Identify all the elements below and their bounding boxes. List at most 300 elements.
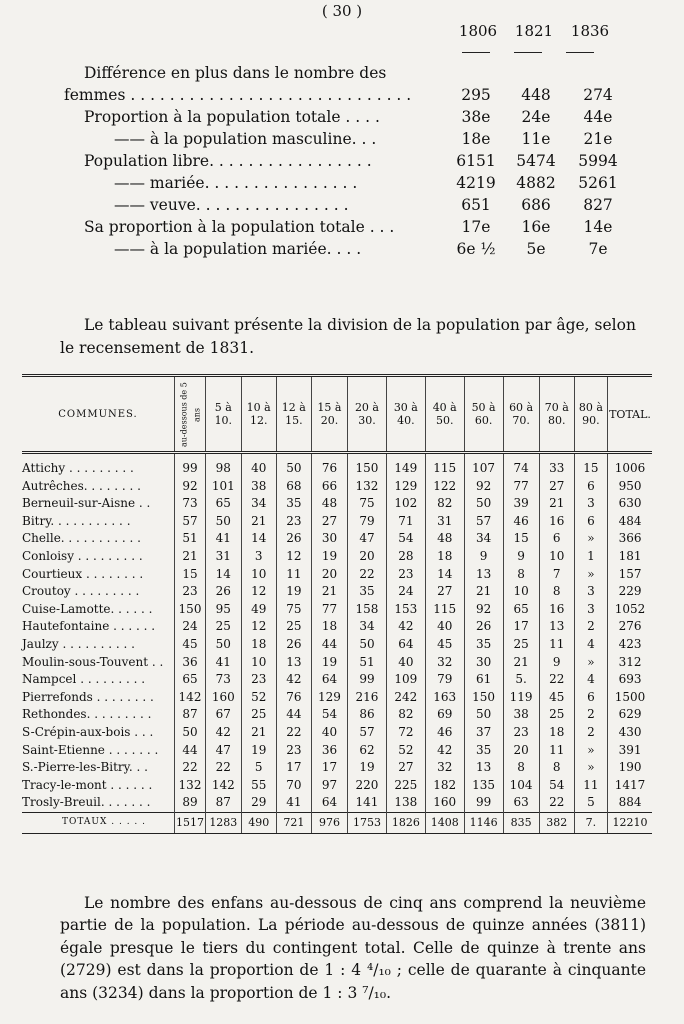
- stat-value: 651: [461, 196, 491, 214]
- table-cell: 17: [311, 759, 347, 777]
- table-cell: 23: [503, 724, 539, 742]
- stat-label: femmes . . . . . . . . . . . . . . . . . . . . . . . . . . . . .: [64, 86, 412, 104]
- population-by-age-table: [22, 374, 652, 834]
- total-cell: 1826: [386, 812, 425, 833]
- table-cell: 158: [348, 601, 387, 619]
- table-cell: 75: [348, 495, 387, 513]
- table-cell: 276: [608, 618, 652, 636]
- table-cell: 79: [348, 513, 387, 531]
- table-cell: 52: [241, 689, 276, 707]
- total-cell: 835: [503, 812, 539, 833]
- table-cell: 27: [311, 513, 347, 531]
- table-cell: 102: [386, 495, 425, 513]
- stat-row: [84, 218, 654, 240]
- commune-name: Jaulzy . . . . . . . . . .: [22, 636, 135, 651]
- table-cell: 18: [425, 548, 464, 566]
- table-cell: 54: [386, 530, 425, 548]
- commune-name: Autrêches. . . . . . . .: [22, 478, 141, 493]
- intro-paragraph: Le tableau suivant présente la division de la population par âge, selon le recensement de 1831.: [60, 315, 636, 357]
- stat-value: 38e: [461, 108, 491, 126]
- table-cell: 67: [206, 706, 242, 724]
- table-cell: 55: [241, 777, 276, 795]
- table-row: [22, 636, 652, 654]
- table-cell: 484: [608, 513, 652, 531]
- table-cell: 312: [608, 654, 652, 672]
- table-cell: 138: [386, 794, 425, 812]
- table-cell: 21: [241, 724, 276, 742]
- table-cell: 142: [206, 777, 242, 795]
- table-cell: 6: [574, 689, 607, 707]
- table-cell: 149: [386, 453, 425, 478]
- table-cell: 48: [311, 495, 347, 513]
- total-cell: 7.: [574, 812, 607, 833]
- stat-value: 18e: [461, 130, 491, 148]
- stat-value: 6151: [456, 152, 496, 170]
- table-cell: 22: [348, 566, 387, 584]
- stat-value: 21e: [583, 130, 613, 148]
- table-cell: 6: [574, 478, 607, 496]
- table-cell: 160: [206, 689, 242, 707]
- stat-value: 44e: [583, 108, 613, 126]
- table-cell: 16: [539, 513, 574, 531]
- table-cell: 101: [206, 478, 242, 496]
- table-cell: 25: [539, 706, 574, 724]
- table-row: [22, 530, 652, 548]
- table-cell: 21: [311, 583, 347, 601]
- commune-name: Conloisy . . . . . . . . .: [22, 548, 143, 563]
- table-cell: 19: [241, 742, 276, 760]
- stat-label: Différence en plus dans le nombre des: [84, 64, 387, 82]
- total-cell: 1283: [206, 812, 242, 833]
- commune-name: Hautefontaine . . . . . .: [22, 619, 156, 634]
- table-cell: 40: [425, 618, 464, 636]
- statistics-block: [64, 64, 654, 262]
- table-cell: 950: [608, 478, 652, 496]
- total-cell: 1753: [348, 812, 387, 833]
- stat-row: [84, 240, 654, 262]
- table-cell: 32: [425, 654, 464, 672]
- table-cell: 391: [608, 742, 652, 760]
- table-cell: »: [574, 654, 607, 672]
- table-cell: 47: [348, 530, 387, 548]
- column-header: 70 à 80.: [539, 376, 574, 453]
- table-cell: 36: [175, 654, 206, 672]
- table-cell: 73: [175, 495, 206, 513]
- table-row: [22, 777, 652, 795]
- stat-row: [84, 130, 654, 152]
- table-cell: 884: [608, 794, 652, 812]
- table-cell: 10: [241, 566, 276, 584]
- table-cell: 44: [311, 636, 347, 654]
- table-cell: 79: [425, 671, 464, 689]
- table-cell: 82: [386, 706, 425, 724]
- table-cell: 24: [175, 618, 206, 636]
- table-row: [22, 453, 652, 478]
- table-cell: 6: [539, 530, 574, 548]
- column-header: 60 à 70.: [503, 376, 539, 453]
- table-cell: 18: [241, 636, 276, 654]
- table-cell: 72: [386, 724, 425, 742]
- table-row: [22, 601, 652, 619]
- table-cell: 26: [206, 583, 242, 601]
- table-row: [22, 654, 652, 672]
- table-cell: 10: [539, 548, 574, 566]
- table-cell: 22: [539, 794, 574, 812]
- column-header: 30 à 40.: [386, 376, 425, 453]
- table-row: [22, 742, 652, 760]
- table-cell: 36: [311, 742, 347, 760]
- table-cell: 97: [311, 777, 347, 795]
- table-cell: 76: [276, 689, 311, 707]
- stat-value: 4219: [456, 174, 496, 192]
- table-cell: 12: [241, 618, 276, 636]
- table-cell: 2: [574, 618, 607, 636]
- table-cell: 98: [206, 453, 242, 478]
- table-cell: 65: [175, 671, 206, 689]
- table-cell: 5.: [503, 671, 539, 689]
- commune-name: Saint-Etienne . . . . . . .: [22, 742, 159, 757]
- table-cell: 31: [425, 513, 464, 531]
- table-cell: 50: [175, 724, 206, 742]
- table-cell: 29: [241, 794, 276, 812]
- column-header: 80 à 90.: [574, 376, 607, 453]
- table-cell: 51: [348, 654, 387, 672]
- table-cell: 12: [241, 583, 276, 601]
- table-cell: 26: [276, 530, 311, 548]
- table-cell: 11: [539, 636, 574, 654]
- table-cell: 16: [539, 601, 574, 619]
- table-cell: 64: [386, 636, 425, 654]
- table-cell: 430: [608, 724, 652, 742]
- stat-value: 827: [583, 196, 613, 214]
- table-cell: 64: [311, 794, 347, 812]
- table-cell: 45: [539, 689, 574, 707]
- stat-value: 5994: [578, 152, 618, 170]
- table-cell: 109: [386, 671, 425, 689]
- commune-name: S-Crépin-aux-bois . . .: [22, 724, 154, 739]
- table-cell: 1500: [608, 689, 652, 707]
- table-cell: 33: [539, 453, 574, 478]
- table-cell: 20: [348, 548, 387, 566]
- table-cell: 65: [206, 495, 242, 513]
- table-cell: 54: [311, 706, 347, 724]
- table-cell: 77: [503, 478, 539, 496]
- table-cell: 10: [241, 654, 276, 672]
- table-cell: 46: [503, 513, 539, 531]
- table-cell: 75: [276, 601, 311, 619]
- table-cell: 1052: [608, 601, 652, 619]
- table-row: [22, 689, 652, 707]
- table-cell: 50: [206, 513, 242, 531]
- stat-value: 5e: [526, 240, 546, 258]
- table-cell: 1006: [608, 453, 652, 478]
- table-cell: 70: [276, 777, 311, 795]
- table-cell: 21: [503, 654, 539, 672]
- table-cell: 35: [348, 583, 387, 601]
- total-cell: 1146: [464, 812, 503, 833]
- table-header-row: [22, 376, 652, 453]
- table-row: [22, 618, 652, 636]
- column-header: 40 à 50.: [425, 376, 464, 453]
- table-cell: 34: [348, 618, 387, 636]
- table-cell: 22: [539, 671, 574, 689]
- table-cell: 17: [276, 759, 311, 777]
- table-cell: 8: [539, 759, 574, 777]
- table-cell: 26: [276, 636, 311, 654]
- table-cell: 25: [276, 618, 311, 636]
- year-header: 1836: [570, 22, 610, 40]
- stat-value: 6e ½: [456, 240, 496, 258]
- table-cell: 119: [503, 689, 539, 707]
- column-header: au-dessous de 5 ans: [175, 376, 206, 453]
- table-cell: 132: [175, 777, 206, 795]
- table-cell: 99: [175, 453, 206, 478]
- table-cell: 47: [206, 742, 242, 760]
- table-cell: 160: [425, 794, 464, 812]
- table-cell: 15: [503, 530, 539, 548]
- table-cell: 13: [464, 759, 503, 777]
- commune-name: S.-Pierre-les-Bitry. . .: [22, 760, 148, 775]
- stat-value: 16e: [521, 218, 551, 236]
- column-header: 15 à 20.: [311, 376, 347, 453]
- commune-name: Rethondes. . . . . . . . .: [22, 707, 152, 722]
- total-cell: 721: [276, 812, 311, 833]
- table-cell: 50: [206, 636, 242, 654]
- table-cell: 50: [464, 495, 503, 513]
- table-cell: 87: [175, 706, 206, 724]
- table-cell: 41: [206, 530, 242, 548]
- table-cell: 693: [608, 671, 652, 689]
- table-cell: 24: [386, 583, 425, 601]
- stat-row: [84, 196, 654, 218]
- table-cell: 5: [241, 759, 276, 777]
- table-cell: 142: [175, 689, 206, 707]
- table-cell: 122: [425, 478, 464, 496]
- table-cell: 4: [574, 671, 607, 689]
- table-cell: 229: [608, 583, 652, 601]
- table-cell: 35: [464, 742, 503, 760]
- stat-row: [84, 108, 654, 130]
- table-cell: »: [574, 742, 607, 760]
- table-cell: 27: [539, 478, 574, 496]
- table-cell: 14: [206, 566, 242, 584]
- table-cell: 629: [608, 706, 652, 724]
- stat-label: Proportion à la population totale . . . .: [84, 108, 380, 126]
- table-cell: »: [574, 530, 607, 548]
- table-cell: 150: [348, 453, 387, 478]
- table-cell: 68: [276, 478, 311, 496]
- table-cell: 54: [539, 777, 574, 795]
- table-cell: 42: [206, 724, 242, 742]
- table-cell: 22: [206, 759, 242, 777]
- table-cell: 6: [574, 513, 607, 531]
- table-cell: 1417: [608, 777, 652, 795]
- column-header: 10 à 12.: [241, 376, 276, 453]
- table-cell: 21: [175, 548, 206, 566]
- table-row: [22, 513, 652, 531]
- column-header: 12 à 15.: [276, 376, 311, 453]
- stat-value: 7e: [588, 240, 608, 258]
- table-cell: 51: [175, 530, 206, 548]
- table-row: [22, 794, 652, 812]
- table-cell: 57: [464, 513, 503, 531]
- commune-name: Pierrefonds . . . . . . . .: [22, 689, 154, 704]
- table-cell: 48: [425, 530, 464, 548]
- table-cell: 630: [608, 495, 652, 513]
- table-cell: 9: [503, 548, 539, 566]
- table-cell: 242: [386, 689, 425, 707]
- table-cell: 89: [175, 794, 206, 812]
- column-header: 20 à 30.: [348, 376, 387, 453]
- table-cell: 7: [539, 566, 574, 584]
- table-row: [22, 566, 652, 584]
- table-cell: 31: [206, 548, 242, 566]
- table-cell: 13: [464, 566, 503, 584]
- table-row: [22, 759, 652, 777]
- table-cell: »: [574, 759, 607, 777]
- table-row: [22, 724, 652, 742]
- table-cell: 92: [464, 478, 503, 496]
- table-cell: 132: [348, 478, 387, 496]
- table-cell: 9: [539, 654, 574, 672]
- table-cell: 216: [348, 689, 387, 707]
- table-cell: 4: [574, 636, 607, 654]
- commune-name: Attichy . . . . . . . . .: [22, 461, 134, 475]
- table-cell: 8: [503, 759, 539, 777]
- table-cell: 76: [311, 453, 347, 478]
- table-cell: 23: [276, 742, 311, 760]
- table-cell: 11: [539, 742, 574, 760]
- table-cell: 21: [539, 495, 574, 513]
- table-cell: 8: [539, 583, 574, 601]
- table-row: [22, 706, 652, 724]
- table-cell: 39: [503, 495, 539, 513]
- table-cell: 26: [464, 618, 503, 636]
- table-cell: 44: [276, 706, 311, 724]
- table-cell: 19: [311, 654, 347, 672]
- table-cell: 13: [276, 654, 311, 672]
- commune-name: Tracy-le-mont . . . . . .: [22, 777, 153, 792]
- table-cell: 182: [425, 777, 464, 795]
- stat-label: —— à la population mariée. . . .: [114, 240, 362, 258]
- table-cell: 115: [425, 601, 464, 619]
- table-cell: 8: [503, 566, 539, 584]
- table-cell: 34: [464, 530, 503, 548]
- table-cell: 3: [241, 548, 276, 566]
- table-cell: 40: [386, 654, 425, 672]
- table-cell: 1: [574, 548, 607, 566]
- table-cell: 32: [425, 759, 464, 777]
- table-cell: 21: [464, 583, 503, 601]
- stat-label: —— à la population masculine. . .: [114, 130, 377, 148]
- page-number: ( 30 ): [321, 2, 363, 20]
- table-cell: 25: [241, 706, 276, 724]
- commune-name: Courtieux . . . . . . . .: [22, 566, 144, 581]
- table-cell: 2: [574, 706, 607, 724]
- table-cell: 17: [503, 618, 539, 636]
- table-cell: 15: [574, 453, 607, 478]
- table-cell: 64: [311, 671, 347, 689]
- table-cell: 62: [348, 742, 387, 760]
- commune-name: Nampcel . . . . . . . . .: [22, 672, 146, 687]
- table-cell: 11: [574, 777, 607, 795]
- total-cell: 976: [311, 812, 347, 833]
- table-row: [22, 478, 652, 496]
- table-row: [22, 548, 652, 566]
- table-cell: 77: [311, 601, 347, 619]
- commune-name: Croutoy . . . . . . . . .: [22, 584, 140, 599]
- table-cell: 20: [503, 742, 539, 760]
- table-row: [22, 495, 652, 513]
- stat-value: 295: [461, 86, 491, 104]
- table-cell: 135: [464, 777, 503, 795]
- stat-row: [84, 64, 654, 86]
- stat-value: 274: [583, 86, 613, 104]
- table-cell: 23: [175, 583, 206, 601]
- table-cell: 50: [464, 706, 503, 724]
- table-cell: 42: [425, 742, 464, 760]
- commune-name: Cuise-Lamotte. . . . . .: [22, 601, 153, 616]
- stat-label: —— veuve. . . . . . . . . . . . . . . .: [114, 196, 349, 214]
- table-cell: 42: [386, 618, 425, 636]
- table-cell: 40: [241, 453, 276, 478]
- table-cell: 30: [464, 654, 503, 672]
- table-cell: 61: [464, 671, 503, 689]
- totals-label: TOTAUX . . . . .: [22, 812, 175, 833]
- table-cell: 25: [503, 636, 539, 654]
- table-cell: 27: [425, 583, 464, 601]
- table-cell: 41: [206, 654, 242, 672]
- table-cell: »: [574, 566, 607, 584]
- table-cell: 181: [608, 548, 652, 566]
- total-cell: 1517: [175, 812, 206, 833]
- table-cell: 69: [425, 706, 464, 724]
- table-cell: 129: [386, 478, 425, 496]
- table-cell: 74: [503, 453, 539, 478]
- table-cell: 66: [311, 478, 347, 496]
- total-cell: 1408: [425, 812, 464, 833]
- table-cell: 50: [348, 636, 387, 654]
- table-cell: 18: [539, 724, 574, 742]
- table-cell: 87: [206, 794, 242, 812]
- table-cell: 23: [386, 566, 425, 584]
- stat-value: 5474: [516, 152, 556, 170]
- commune-name: Bitry. . . . . . . . . . .: [22, 513, 131, 528]
- table-cell: 14: [241, 530, 276, 548]
- table-cell: 27: [386, 759, 425, 777]
- table-cell: 141: [348, 794, 387, 812]
- table-cell: 13: [539, 618, 574, 636]
- total-cell: 490: [241, 812, 276, 833]
- table-cell: 37: [464, 724, 503, 742]
- stat-row: [84, 174, 654, 196]
- table-row: [22, 671, 652, 689]
- stat-label: Sa proportion à la population totale . . .: [84, 218, 395, 236]
- table-cell: 190: [608, 759, 652, 777]
- year-headers: [450, 22, 618, 40]
- table-cell: 45: [425, 636, 464, 654]
- table-cell: 153: [386, 601, 425, 619]
- table-cell: 99: [348, 671, 387, 689]
- year-header: 1806: [458, 22, 498, 40]
- table-cell: 10: [503, 583, 539, 601]
- table-cell: 18: [311, 618, 347, 636]
- table-cell: 73: [206, 671, 242, 689]
- commune-name: Berneuil-sur-Aisne . .: [22, 496, 151, 511]
- table-cell: 49: [241, 601, 276, 619]
- table-cell: 35: [276, 495, 311, 513]
- table-cell: 45: [175, 636, 206, 654]
